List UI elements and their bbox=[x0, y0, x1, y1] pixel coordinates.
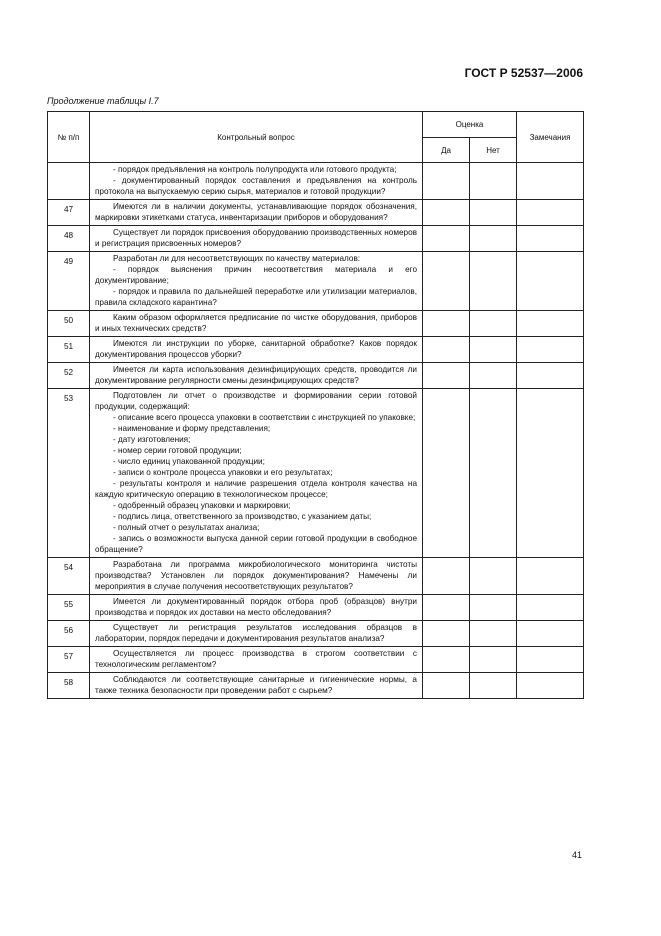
remarks-cell[interactable] bbox=[517, 621, 584, 647]
checklist-table bbox=[47, 111, 584, 699]
question-line: Осуществляется ли процесс производства в строгом соответствии с технологическим регламентом? bbox=[95, 649, 417, 669]
question-cell bbox=[90, 163, 423, 200]
yes-cell[interactable] bbox=[423, 200, 470, 226]
remarks-cell[interactable] bbox=[517, 595, 584, 621]
question-line: Существует ли регистрация результатов исследования образцов в лаборатории, порядок передачи и документирования результатов анализа? bbox=[95, 623, 417, 643]
yes-cell[interactable] bbox=[423, 311, 470, 337]
table-row bbox=[48, 673, 584, 699]
no-cell[interactable] bbox=[470, 337, 517, 363]
table-row bbox=[48, 311, 584, 337]
question-cell bbox=[90, 311, 423, 337]
yes-cell[interactable] bbox=[423, 558, 470, 595]
question-cell bbox=[90, 337, 423, 363]
table-caption: Продолжение таблицы I.7 bbox=[47, 96, 159, 106]
row-number: 48 bbox=[48, 226, 90, 252]
question-line: - запись о возможности выпуска данной серии готовой продукции в свободное обращение? bbox=[95, 534, 417, 554]
yes-cell[interactable] bbox=[423, 647, 470, 673]
remarks-cell[interactable] bbox=[517, 226, 584, 252]
question-cell bbox=[90, 647, 423, 673]
no-cell[interactable] bbox=[470, 647, 517, 673]
question-cell bbox=[90, 673, 423, 699]
question-line: - описание всего процесса упаковки в соответствии с инструкцией по упаковке; bbox=[113, 413, 416, 422]
question-line: - записи о контроле процесса упаковки и его результатах; bbox=[113, 468, 333, 477]
table-row bbox=[48, 558, 584, 595]
remarks-cell[interactable] bbox=[517, 673, 584, 699]
yes-cell[interactable] bbox=[423, 389, 470, 558]
question-cell bbox=[90, 252, 423, 311]
question-line: - дату изготовления; bbox=[113, 435, 191, 444]
question-line: - результаты контроля и наличие разрешения отдела контроля качества на каждую критическую операцию в технологическом процессе; bbox=[95, 479, 417, 499]
remarks-cell[interactable] bbox=[517, 363, 584, 389]
question-line: - порядок и правила по дальнейшей переработке или утилизации материалов, правила складского карантина? bbox=[95, 287, 417, 307]
question-line: - порядок выяснения причин несоответствия материала и его документирование; bbox=[95, 265, 417, 285]
row-number bbox=[48, 163, 90, 200]
question-cell bbox=[90, 363, 423, 389]
table-row bbox=[48, 337, 584, 363]
row-number: 52 bbox=[48, 363, 90, 389]
question-line: Существует ли порядок присвоения оборудованию производственных номеров и регистрация присвоенных номеров? bbox=[95, 228, 417, 248]
no-cell[interactable] bbox=[470, 595, 517, 621]
table-row bbox=[48, 252, 584, 311]
yes-cell[interactable] bbox=[423, 337, 470, 363]
table-row bbox=[48, 595, 584, 621]
row-number: 54 bbox=[48, 558, 90, 595]
header-question: Контрольный вопрос bbox=[90, 112, 423, 163]
yes-cell[interactable] bbox=[423, 363, 470, 389]
yes-cell[interactable] bbox=[423, 252, 470, 311]
no-cell[interactable] bbox=[470, 226, 517, 252]
question-line: Подготовлен ли отчет о производстве и формировании серии готовой продукции, содержащий: bbox=[95, 391, 417, 411]
table-row bbox=[48, 647, 584, 673]
row-number: 55 bbox=[48, 595, 90, 621]
question-line: - документированный порядок составления и предъявления на контроль протокола на выпускаемую серию сырья, материалов и готовой продукции? bbox=[95, 176, 417, 196]
question-cell bbox=[90, 595, 423, 621]
question-line: - порядок предъявления на контроль полупродукта или готового продукта; bbox=[113, 165, 397, 174]
table-row bbox=[48, 200, 584, 226]
question-cell bbox=[90, 226, 423, 252]
question-line: Имеется ли карта использования дезинфицирующих средств, проводится ли документирование регулярности смены дезинфицирующих средств? bbox=[95, 365, 417, 385]
table-row bbox=[48, 163, 584, 200]
question-line: - номер серии готовой продукции; bbox=[113, 446, 242, 455]
header-num: № п/п bbox=[48, 112, 90, 163]
table-body bbox=[48, 163, 584, 699]
row-number: 47 bbox=[48, 200, 90, 226]
row-number: 53 bbox=[48, 389, 90, 558]
table-row bbox=[48, 389, 584, 558]
no-cell[interactable] bbox=[470, 363, 517, 389]
row-number: 49 bbox=[48, 252, 90, 311]
question-line: Имеется ли документированный порядок отбора проб (образцов) внутри производства и порядок их доставки на место обследования? bbox=[95, 597, 417, 617]
question-cell bbox=[90, 389, 423, 558]
remarks-cell[interactable] bbox=[517, 558, 584, 595]
no-cell[interactable] bbox=[470, 311, 517, 337]
question-line: Соблюдаются ли соответствующие санитарные и гигиенические нормы, а также техника безопасности при проведении работ с сырьем? bbox=[95, 675, 417, 695]
remarks-cell[interactable] bbox=[517, 200, 584, 226]
question-line: Каким образом оформляется предписание по чистке оборудования, приборов и иных технических средств? bbox=[95, 313, 417, 333]
question-cell bbox=[90, 621, 423, 647]
page-number: 41 bbox=[571, 850, 582, 860]
yes-cell[interactable] bbox=[423, 226, 470, 252]
table-row bbox=[48, 621, 584, 647]
no-cell[interactable] bbox=[470, 558, 517, 595]
question-line: - подпись лица, ответственного за производство, с указанием даты; bbox=[113, 512, 372, 521]
row-number: 56 bbox=[48, 621, 90, 647]
remarks-cell[interactable] bbox=[517, 163, 584, 200]
no-cell[interactable] bbox=[470, 673, 517, 699]
question-cell bbox=[90, 558, 423, 595]
document-code: ГОСТ Р 52537—2006 bbox=[464, 66, 583, 80]
question-line: - наименование и форму представления; bbox=[113, 424, 271, 433]
header-no: Нет bbox=[470, 138, 517, 163]
header-yes: Да bbox=[423, 138, 470, 163]
no-cell[interactable] bbox=[470, 252, 517, 311]
no-cell[interactable] bbox=[470, 389, 517, 558]
row-number: 58 bbox=[48, 673, 90, 699]
remarks-cell[interactable] bbox=[517, 311, 584, 337]
row-number: 51 bbox=[48, 337, 90, 363]
question-line: Имеются ли в наличии документы, устанавливающие порядок обозначения, маркировки этикетками статуса, инвентаризации приборов и оборудования? bbox=[95, 202, 417, 222]
question-line: - одобренный образец упаковки и маркировки; bbox=[113, 501, 291, 510]
yes-cell[interactable] bbox=[423, 595, 470, 621]
no-cell[interactable] bbox=[470, 163, 517, 200]
header-remarks: Замечания bbox=[517, 112, 584, 163]
question-cell bbox=[90, 200, 423, 226]
yes-cell[interactable] bbox=[423, 621, 470, 647]
row-number: 50 bbox=[48, 311, 90, 337]
no-cell[interactable] bbox=[470, 200, 517, 226]
remarks-cell[interactable] bbox=[517, 252, 584, 311]
table-row bbox=[48, 363, 584, 389]
remarks-cell[interactable] bbox=[517, 337, 584, 363]
question-line: - полный отчет о результатах анализа; bbox=[113, 523, 260, 532]
question-line: - число единиц упакованной продукции; bbox=[113, 457, 265, 466]
table-row bbox=[48, 226, 584, 252]
question-line: Разработан ли для несоответствующих по качеству материалов: bbox=[113, 254, 361, 263]
row-number: 57 bbox=[48, 647, 90, 673]
question-line: Разработана ли программа микробиологического мониторинга чистоты производства? Установлен ли порядок документирования? Намечены ли мероприятия в случае получения несоответствующих результатов? bbox=[95, 560, 417, 591]
no-cell[interactable] bbox=[470, 621, 517, 647]
header-rating: Оценка bbox=[423, 112, 517, 138]
question-line: Имеются ли инструкции по уборке, санитарной обработке? Каков порядок документирования процессов уборки? bbox=[95, 339, 417, 359]
remarks-cell[interactable] bbox=[517, 647, 584, 673]
yes-cell[interactable] bbox=[423, 673, 470, 699]
remarks-cell[interactable] bbox=[517, 389, 584, 558]
yes-cell[interactable] bbox=[423, 163, 470, 200]
